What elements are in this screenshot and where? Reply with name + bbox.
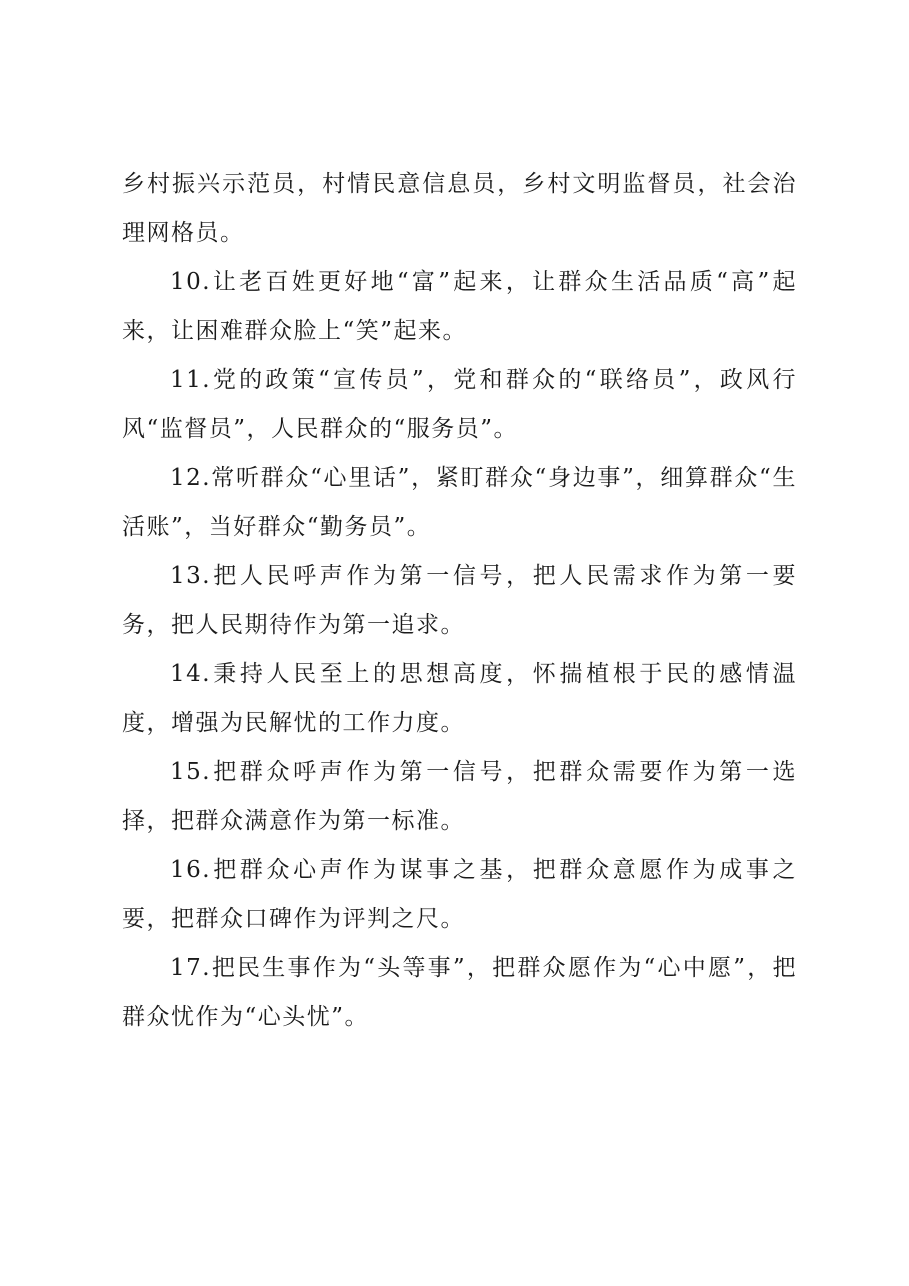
paragraph-15: 15.把群众呼声作为第一信号，把群众需要作为第一选择，把群众满意作为第一标准。	[122, 759, 797, 834]
paragraph-10: 10.让老百姓更好地“富”起来，让群众生活品质“高”起来，让困难群众脸上“笑”起来。	[122, 269, 797, 344]
paragraph-continued: 乡村振兴示范员，村情民意信息员，乡村文明监督员，社会治理网格员。	[122, 171, 797, 246]
paragraph-16: 16.把群众心声作为谋事之基，把群众意愿作为成事之要，把群众口碑作为评判之尺。	[122, 857, 797, 932]
paragraph-12: 12.常听群众“心里话”，紧盯群众“身边事”，细算群众“生活账”，当好群众“勤务员”。	[122, 465, 797, 540]
paragraph-17: 17.把民生事作为“头等事”，把群众愿作为“心中愿”，把群众忧作为“心头忧”。	[122, 955, 797, 1030]
document-body	[122, 160, 797, 1042]
paragraph-13: 13.把人民呼声作为第一信号，把人民需求作为第一要务，把人民期待作为第一追求。	[122, 563, 797, 638]
paragraph-14: 14.秉持人民至上的思想高度，怀揣植根于民的感情温度，增强为民解忧的工作力度。	[122, 661, 797, 736]
paragraph-11: 11.党的政策“宣传员”，党和群众的“联络员”，政风行风“监督员”，人民群众的“服务员”。	[122, 367, 797, 442]
